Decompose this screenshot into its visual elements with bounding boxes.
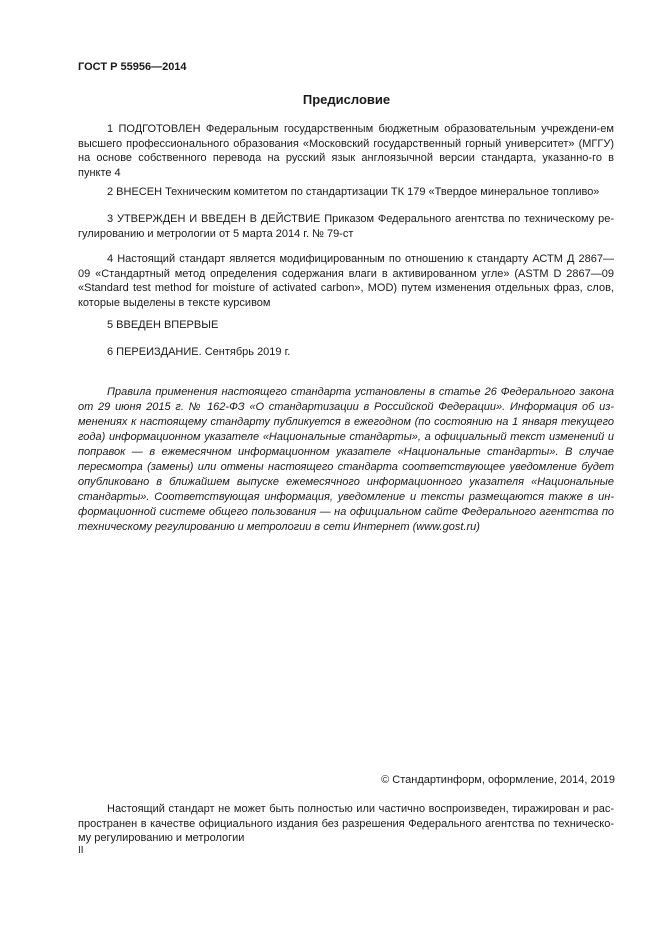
reproduction-notice — [78, 802, 614, 846]
standard-code: ГОСТ Р 55956—2014 — [78, 61, 187, 73]
preface-item-text: 3 УТВЕРЖДЕН И ВВЕДЕН В ДЕЙСТВИЕ Приказом Федерального агентства по техническому ре-гулированию и метрологии от 5 марта 2014 г. № 79-ст — [78, 213, 614, 240]
preface-item-5 — [78, 318, 614, 333]
preface-item-text: 4 Настоящий стандарт является модифицированным по отношению к стандарту АСТМ Д 2867—09 «Стандартный метод определения содержания влаги в активированном угле» (ASTM D 2867—09 «Standard test method for moisture of activated carbon», MOD) путем изменения отдельных фраз, слов, которые выделены в тексте курсивом — [78, 253, 614, 309]
preface-item-text: 5 ВВЕДЕН ВПЕРВЫЕ — [107, 319, 219, 331]
preface-item-4 — [78, 252, 614, 310]
page-number: II — [78, 845, 84, 856]
preface-item-3 — [78, 212, 614, 241]
preface-item-1 — [78, 122, 614, 180]
reproduction-notice-text: Настоящий стандарт не может быть полностью или частично воспроизведен, тиражирован и рас-пространен в качестве официального издания без разрешения Федерального агентства по техническо-му регулированию и метрологии — [78, 803, 614, 844]
notice-text: Правила применения настоящего стандарта установлены в статье 26 Федерального закона от 29 июня 2015 г. № 162-ФЗ «О стандартизации в Российской Федерации». Информация об из-менениях к настоящему стандарту публикуется в ежегодном (по состоянию на 1 января текущего года) информационном указателе «Национальные стандарты», а официальный текст изменений и поправок — в ежемесячном информационном указателе «Национальные стандарты». В случае пересмотра (замены) или отмены настоящего стандарта соответствующее уведомление будет опубликовано в ближайшем выпуске ежемесячного информационного указателя «Национальные стандарты». Соответствующая информация, уведомление и тексты размещаются также в ин-формационной системе общего пользования — на официальном сайте Федерального агентства по техническому регулированию и метрологии в сети Интернет (www.gost.ru) — [78, 386, 614, 533]
copyright: © Стандартинформ, оформление, 2014, 2019 — [381, 774, 615, 786]
preface-item-2 — [78, 185, 614, 200]
application-rules-notice — [78, 385, 614, 535]
preface-item-6 — [78, 345, 614, 360]
preface-item-text: 2 ВНЕСЕН Техническим комитетом по стандартизации ТК 179 «Твердое минеральное топливо» — [107, 186, 600, 198]
preface-item-text: 6 ПЕРЕИЗДАНИЕ. Сентябрь 2019 г. — [107, 346, 291, 358]
preface-item-text: 1 ПОДГОТОВЛЕН Федеральным государственным бюджетным образовательным учреждени-ем высшего профессионального образования «Московский государственный горный университет» (МГГУ) на основе собственного перевода на русский язык англоязычной версии стандарта, указанно-го в пункте 4 — [78, 123, 614, 179]
page-title: Предисловие — [302, 92, 391, 107]
